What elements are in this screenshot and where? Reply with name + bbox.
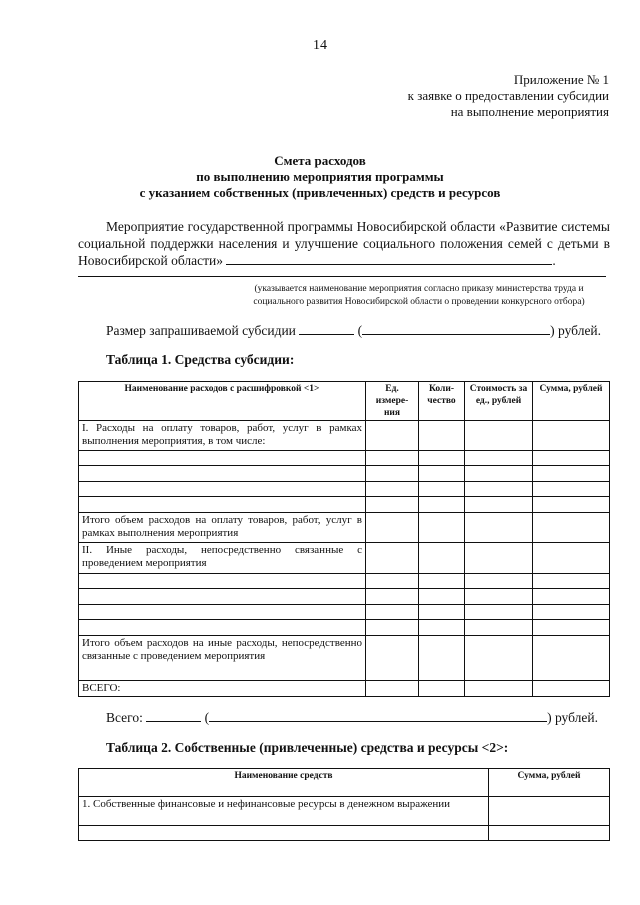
title-line-1: Смета расходов [274,153,366,168]
cell-unit[interactable] [366,497,419,513]
cell-quantity[interactable] [419,636,465,681]
cell-sum[interactable] [533,620,610,636]
own-resources-table [78,768,610,841]
cell-unit[interactable] [366,543,419,574]
row-label[interactable] [79,451,366,466]
header-sum: Сумма, рублей [533,382,610,421]
table-row [79,826,610,841]
cell-unit-cost[interactable] [465,451,533,466]
header-quantity: Коли-чество [419,382,465,421]
row-label: 1. Собственные финансовые и нефинансовые ресурсы в денежном выражении [79,797,489,826]
cell-quantity[interactable] [419,620,465,636]
total-words-blank[interactable] [209,709,547,722]
row-label[interactable] [79,574,366,589]
cell-quantity[interactable] [419,497,465,513]
total-open-paren: ( [204,710,210,725]
subsidy-close: ) рублей. [550,323,602,338]
cell-quantity[interactable] [419,574,465,589]
event-name-blank-line[interactable] [78,276,606,277]
cell-sum[interactable] [533,451,610,466]
event-description [78,218,610,269]
row-label[interactable] [79,620,366,636]
cell-unit-cost[interactable] [465,636,533,681]
cell-unit[interactable] [366,636,419,681]
table-row [79,421,610,451]
cell-unit-cost[interactable] [465,421,533,451]
total-line [106,709,598,726]
total-close: ) рублей. [547,710,598,725]
table2-caption: Таблица 2. Собственные (привлеченные) средства и ресурсы <2>: [106,740,509,755]
row-label: I. Расходы на оплату товаров, работ, услуг в рамках выполнения мероприятия, в том числе: [79,421,366,451]
title-line-3: с указанием собственных (привлеченных) средств и ресурсов [139,185,501,200]
subsidy-label: Размер запрашиваемой субсидии [106,323,296,338]
cell-unit[interactable] [366,421,419,451]
table-row [79,513,610,543]
cell-unit-cost[interactable] [465,466,533,482]
cell-unit[interactable] [366,681,419,697]
table-row [79,620,610,636]
cell-unit-cost[interactable] [465,620,533,636]
subsidy-words-blank[interactable] [362,322,550,335]
event-name-blank[interactable] [226,252,552,265]
header-unit-cost: Стоимость за ед., рублей [465,382,533,421]
cell-sum[interactable] [533,421,610,451]
cell-quantity[interactable] [419,681,465,697]
row-label[interactable] [79,482,366,497]
row-label: ВСЕГО: [79,681,366,697]
table-row [79,451,610,466]
appendix-line-2: к заявке о предоставлении субсидии [407,88,609,103]
cell-unit-cost[interactable] [465,543,533,574]
cell-unit[interactable] [366,620,419,636]
row-label: Итого объем расходов на иные расходы, непосредственно связанные с проведением мероприятия [79,636,366,681]
cell-quantity[interactable] [419,466,465,482]
cell-unit[interactable] [366,482,419,497]
event-note [224,283,614,309]
header-unit: Ед. измере-ния [366,382,419,421]
event-text: Мероприятие государственной программы Новосибирской области «Развитие системы социальной поддержки населения и улучшение социального положения семей с детьми в Новосибирской области» [78,219,610,268]
total-label: Всего: [106,710,143,725]
cell-unit[interactable] [366,451,419,466]
total-amount-blank[interactable] [146,709,201,722]
row-label[interactable] [79,605,366,620]
note-line-2: социального развития Новосибирской области о проведении конкурсного отбора) [253,297,585,307]
cell-sum[interactable] [533,543,610,574]
cell-sum[interactable] [489,797,610,826]
table1-caption: Таблица 1. Средства субсидии: [106,352,295,367]
table-row [79,543,610,574]
cell-quantity[interactable] [419,451,465,466]
title-line-2: по выполнению мероприятия программы [196,169,444,184]
cell-sum[interactable] [533,497,610,513]
table-row [79,636,610,681]
appendix-line-3: на выполнение мероприятия [450,104,609,119]
table-row [79,574,610,589]
cell-quantity[interactable] [419,482,465,497]
row-label: II. Иные расходы, непосредственно связанные с проведением мероприятия [79,543,366,574]
row-label[interactable] [79,826,489,841]
cell-unit-cost[interactable] [465,513,533,543]
header-resource-name: Наименование средств [79,769,489,797]
table-row [79,681,610,697]
subsidy-open-paren: ( [357,323,363,338]
cell-quantity[interactable] [419,513,465,543]
document-title [0,153,640,201]
row-label: Итого объем расходов на оплату товаров, работ, услуг в рамках выполнения мероприятия [79,513,366,543]
table-row [79,497,610,513]
cell-unit-cost[interactable] [465,681,533,697]
cell-sum[interactable] [533,466,610,482]
table-row [79,797,610,826]
cell-unit-cost[interactable] [465,574,533,589]
cell-unit-cost[interactable] [465,605,533,620]
cell-sum[interactable] [533,681,610,697]
table1-header-row [79,382,610,421]
header-expense-name: Наименование расходов с расшифровкой <1> [79,382,366,421]
cell-unit-cost[interactable] [465,482,533,497]
appendix-line-1: Приложение № 1 [513,72,609,87]
cell-unit[interactable] [366,589,419,605]
cell-quantity[interactable] [419,589,465,605]
subsidy-amount-line [106,322,601,339]
cell-sum[interactable] [489,826,610,841]
row-label[interactable] [79,589,366,605]
table-row [79,589,610,605]
appendix-reference [408,72,609,120]
cell-unit-cost[interactable] [465,497,533,513]
page-number: 14 [313,38,327,53]
cell-sum[interactable] [533,574,610,589]
note-line-1: (указывается наименование мероприятия согласно приказу министерства труда и [254,284,584,294]
header-resource-sum: Сумма, рублей [489,769,610,797]
table-row [79,482,610,497]
cell-sum[interactable] [533,605,610,620]
cell-quantity[interactable] [419,421,465,451]
cell-sum[interactable] [533,589,610,605]
cell-unit-cost[interactable] [465,589,533,605]
cell-quantity[interactable] [419,605,465,620]
subsidy-amount-blank[interactable] [299,322,354,335]
subsidy-table [78,381,610,697]
row-label[interactable] [79,497,366,513]
event-end-dot: . [552,253,556,268]
table-row [79,605,610,620]
cell-unit[interactable] [366,466,419,482]
cell-sum[interactable] [533,482,610,497]
cell-quantity[interactable] [419,543,465,574]
cell-sum[interactable] [533,513,610,543]
table2-header-row [79,769,610,797]
cell-unit[interactable] [366,513,419,543]
cell-unit[interactable] [366,605,419,620]
cell-sum[interactable] [533,636,610,681]
table-row [79,466,610,482]
row-label[interactable] [79,466,366,482]
cell-unit[interactable] [366,574,419,589]
